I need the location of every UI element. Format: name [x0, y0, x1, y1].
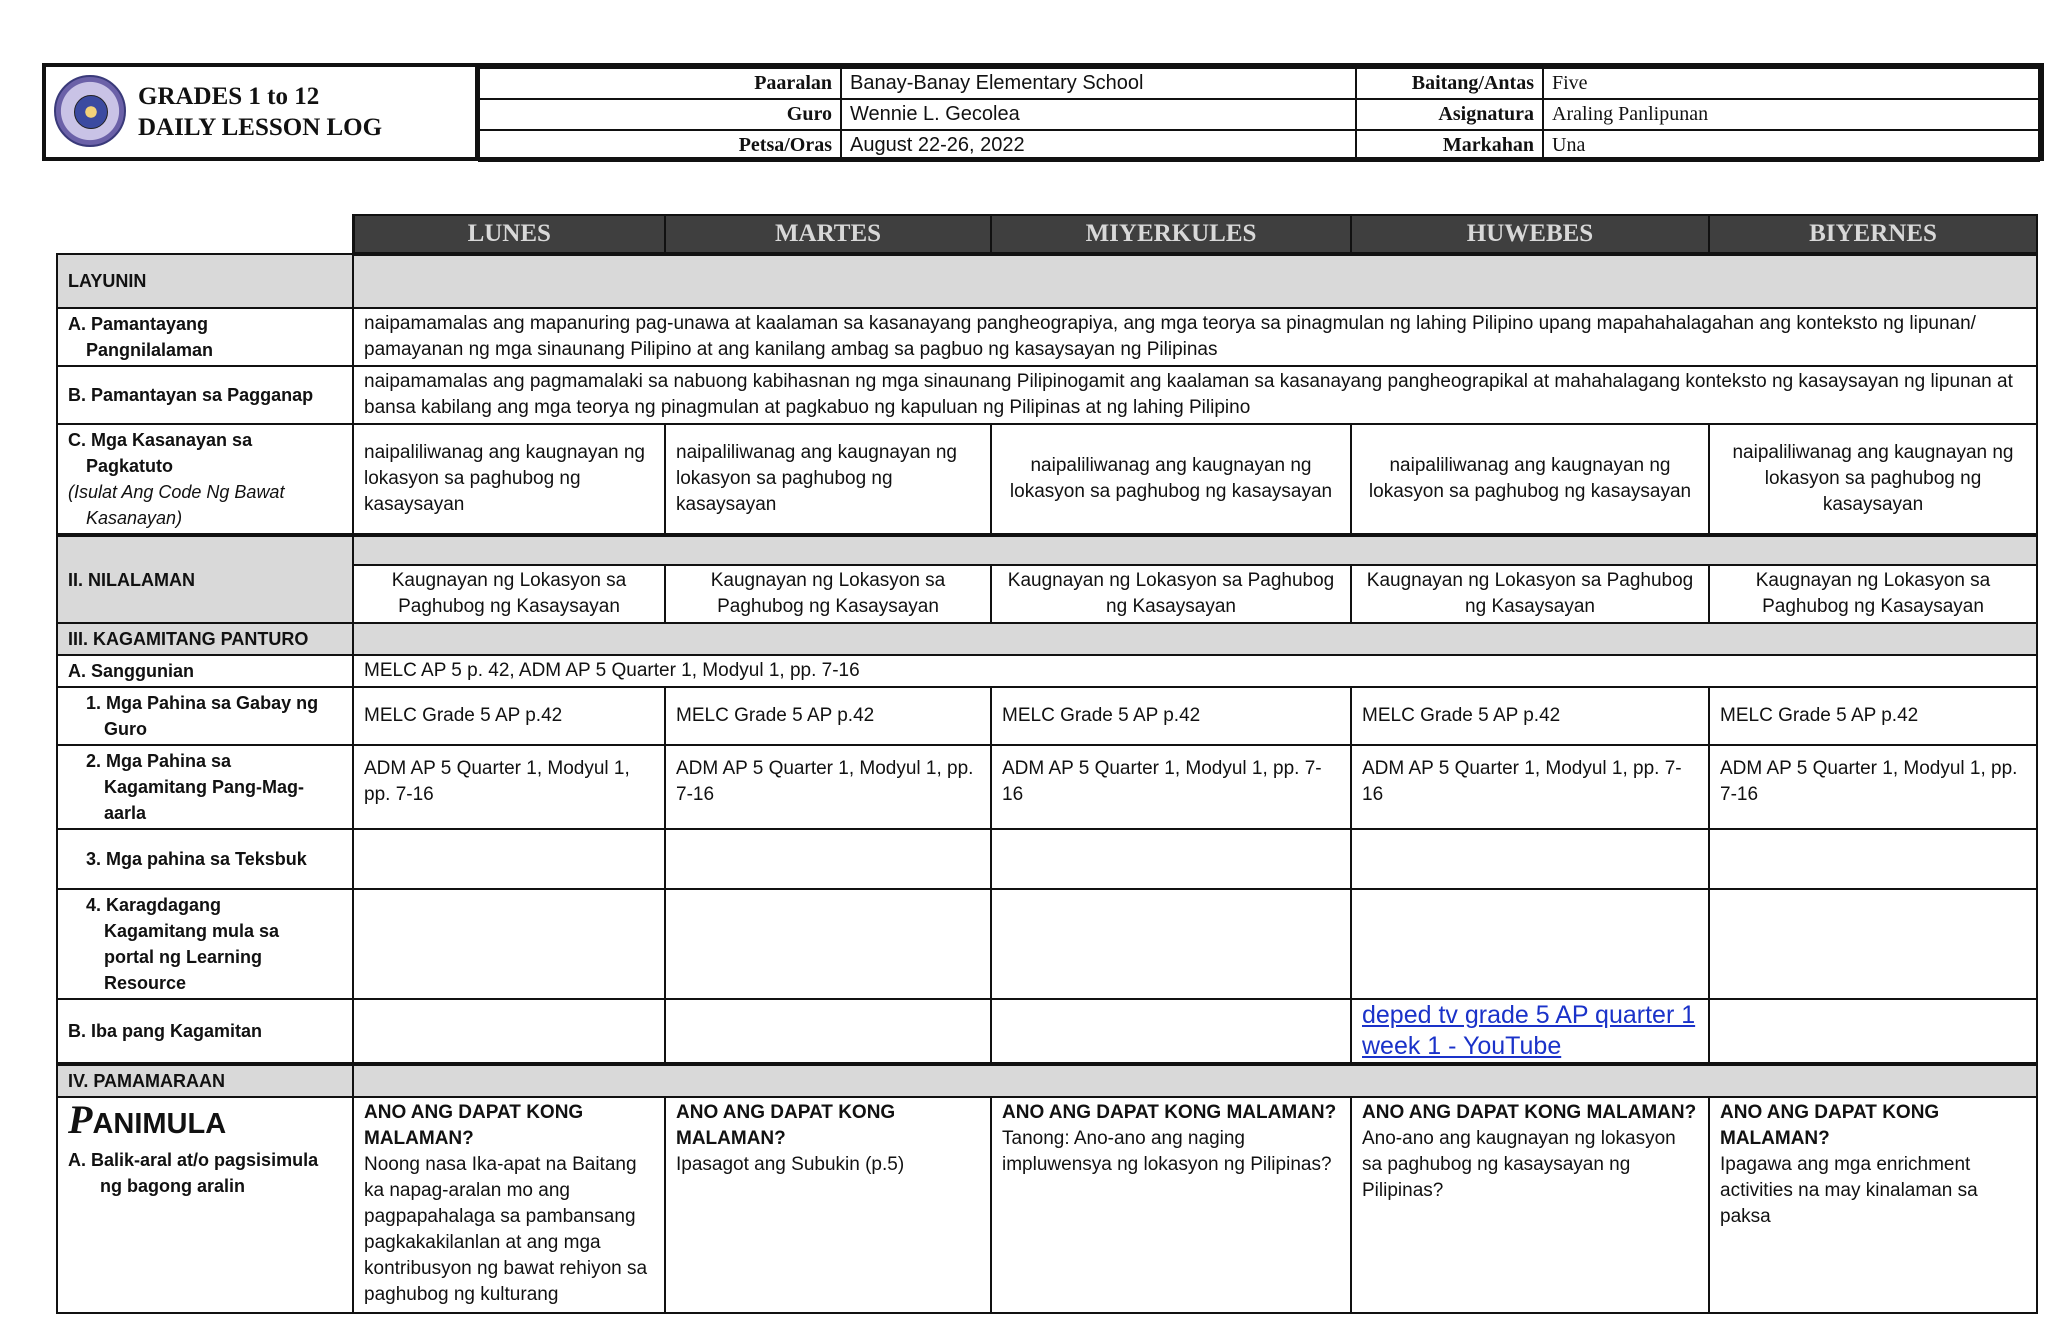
- teksbuk-cell-biyernes: [1709, 829, 2037, 889]
- karagdagang-cell-martes: [665, 889, 991, 999]
- guro-label: Guro: [479, 99, 841, 130]
- nilalaman-cell-lunes: Kaugnayan ng Lokasyon sa Paghubog ng Kasaysayan: [353, 565, 665, 623]
- asignatura-label: Asignatura: [1356, 99, 1543, 130]
- petsa-value: August 22-26, 2022: [841, 130, 1356, 161]
- petsa-label: Petsa/Oras: [479, 130, 841, 161]
- panimula-cell-biyernes: [1709, 1097, 2037, 1313]
- question-heading: ANO ANG DAPAT KONG MALAMAN?: [1002, 1102, 1337, 1123]
- gabay-guro-label: [57, 687, 353, 745]
- teksbuk-label: [57, 829, 353, 889]
- label-line: portal ng Learning: [104, 947, 263, 967]
- panimula-cell-miyerkules: [991, 1097, 1351, 1313]
- label-line: Kagamitang Pang-Mag-: [104, 777, 305, 797]
- nilalaman-band: [353, 535, 2037, 565]
- panimula-cell-lunes: [353, 1097, 665, 1313]
- panimula-cap: P: [68, 1097, 93, 1142]
- asignatura-value: Araling Panlipunan: [1543, 99, 2039, 130]
- pamantayan-pagganap-row: [57, 366, 2037, 424]
- nilalaman-cell-martes: Kaugnayan ng Lokasyon sa Paghubog ng Kasaysayan: [665, 565, 991, 623]
- pamantayan-pagganap-label: B. Pamantayan sa Pagganap: [57, 366, 353, 424]
- iba-cell-martes: [665, 999, 991, 1064]
- mag-cell-biyernes: ADM AP 5 Quarter 1, Modyul 1, pp. 7-16: [1709, 745, 2037, 829]
- gabay-cell-martes: MELC Grade 5 AP p.42: [665, 687, 991, 745]
- iba-cell-biyernes: [1709, 999, 2037, 1064]
- kagamitan-band: [353, 623, 2037, 655]
- pamantayang-pangnilalaman-text: naipamamalas ang mapanuring pag-unawa at kaalaman sa kasanayang pangheograpiya, ang mga teorya sa pinagmulan ng lahing Pilipino upang mapahahalagahan ang konteksto ng lipunan/ pamayanan ng mga sinaunang Pilipino at ang kanilang ambag sa pagbuo ng kasaysayan ng Pilipinas: [353, 308, 2037, 366]
- panimula-text: Ipasagot ang Subukin (p.5): [676, 1154, 905, 1175]
- teksbuk-cell-lunes: [353, 829, 665, 889]
- day-lunes: LUNES: [353, 215, 665, 254]
- header-meta-table: [478, 67, 2040, 162]
- iba-pang-kagamitan-row: [57, 999, 2037, 1064]
- pamantayang-pangnilalaman-label: [57, 308, 353, 366]
- mag-cell-lunes: ADM AP 5 Quarter 1, Modyul 1, pp. 7-16: [353, 745, 665, 829]
- pamamaraan-label: IV. PAMAMARAAN: [57, 1064, 353, 1097]
- label-line: Kagamitang mula sa: [104, 921, 280, 941]
- layunin-label: LAYUNIN: [57, 254, 353, 308]
- sanggunian-text: MELC AP 5 p. 42, ADM AP 5 Quarter 1, Modyul 1, pp. 7-16: [353, 655, 2037, 687]
- panimula-heading: [68, 1097, 342, 1147]
- label-line: C. Mga Kasanayan sa: [68, 430, 253, 450]
- markahan-label: Markahan: [1356, 130, 1543, 161]
- teksbuk-cell-huwebes: [1351, 829, 1709, 889]
- karagdagang-cell-miyerkules: [991, 889, 1351, 999]
- mag-cell-huwebes: ADM AP 5 Quarter 1, Modyul 1, pp. 7-16: [1351, 745, 1709, 829]
- karagdagang-cell-biyernes: [1709, 889, 2037, 999]
- sanggunian-label: A. Sanggunian: [57, 655, 353, 687]
- panimula-label: [57, 1097, 353, 1313]
- panimula-text: Tanong: Ano-ano ang naging impluwensya ng lokasyon ng Pilipinas?: [1002, 1128, 1332, 1175]
- kasanayan-label: [57, 424, 353, 535]
- kasanayan-cell-biyernes: naipaliliwanag ang kaugnayan ng lokasyon sa paghubog ng kasaysayan: [1709, 424, 2037, 535]
- karagdagang-cell-lunes: [353, 889, 665, 999]
- title-line-2: DAILY LESSON LOG: [138, 114, 383, 141]
- label-line: (Isulat Ang Code Ng Bawat: [68, 482, 285, 502]
- label-line: aarla: [104, 803, 147, 823]
- karagdagang-cell-huwebes: [1351, 889, 1709, 999]
- day-miyerkules: MIYERKULES: [991, 215, 1351, 254]
- logo-title-box: [46, 67, 478, 157]
- corner-cell: [57, 215, 353, 254]
- karagdagang-row: [57, 889, 2037, 999]
- nilalaman-cell-miyerkules: Kaugnayan ng Lokasyon sa Paghubog ng Kasaysayan: [991, 565, 1351, 623]
- gabay-cell-miyerkules: MELC Grade 5 AP p.42: [991, 687, 1351, 745]
- lesson-log-table: [56, 214, 2038, 1314]
- label-line: ng bagong aralin: [100, 1176, 246, 1196]
- label-line: Resource: [104, 973, 187, 993]
- teksbuk-cell-martes: [665, 829, 991, 889]
- gabay-cell-biyernes: MELC Grade 5 AP p.42: [1709, 687, 2037, 745]
- kasanayan-cell-lunes: naipaliliwanag ang kaugnayan ng lokasyon sa paghubog ng kasaysayan: [353, 424, 665, 535]
- question-heading: ANO ANG DAPAT KONG MALAMAN?: [1362, 1102, 1697, 1123]
- label-line: 2. Mga Pahina sa: [86, 751, 232, 771]
- youtube-link[interactable]: [1362, 1001, 1695, 1060]
- layunin-row: [57, 254, 2037, 308]
- label-line: A. Pamantayang: [68, 314, 209, 334]
- iba-cell-miyerkules: [991, 999, 1351, 1064]
- kagamitang-mag-aaral-row: [57, 745, 2037, 829]
- kasanayan-cell-martes: naipaliliwanag ang kaugnayan ng lokasyon sa paghubog ng kasaysayan: [665, 424, 991, 535]
- question-heading: ANO ANG DAPAT KONG MALAMAN?: [364, 1102, 584, 1149]
- mag-cell-miyerkules: ADM AP 5 Quarter 1, Modyul 1, pp. 7-16: [991, 745, 1351, 829]
- kagamitan-label: III. KAGAMITANG PANTURO: [57, 623, 353, 655]
- label-line: Guro: [104, 719, 147, 739]
- nilalaman-label: II. NILALAMAN: [57, 535, 353, 623]
- youtube-link-line-2: week 1 - YouTube: [1362, 1032, 1562, 1060]
- nilalaman-row: [57, 565, 2037, 623]
- kagamitan-row: [57, 623, 2037, 655]
- header-box: [42, 63, 2044, 161]
- kasanayan-cell-huwebes: naipaliliwanag ang kaugnayan ng lokasyon sa paghubog ng kasaysayan: [1351, 424, 1709, 535]
- kasanayan-row: [57, 424, 2037, 535]
- sanggunian-row: [57, 655, 2037, 687]
- panimula-cell-martes: [665, 1097, 991, 1313]
- pamantayan-pagganap-text: naipamamalas ang pagmamalaki sa nabuong kabihasnan ng mga sinaunang Pilipinogamit ang kaalaman sa kasanayang pangheograpikal at mahahalagang konteksto ng kasaysayan ng lipunan at bansa kabilang ang mga teorya ng pinagmulan at pagkabuo ng kapuluan ng Pilipinas at ng lahing Pilipino: [353, 366, 2037, 424]
- mag-cell-martes: ADM AP 5 Quarter 1, Modyul 1, pp. 7-16: [665, 745, 991, 829]
- label-line: 3. Mga pahina sa Teksbuk: [86, 849, 307, 869]
- nilalaman-cell-biyernes: Kaugnayan ng Lokasyon sa Paghubog ng Kasaysayan: [1709, 565, 2037, 623]
- deped-seal-icon: [54, 75, 126, 147]
- panimula-rest: ANIMULA: [92, 1108, 227, 1140]
- paaralan-label: Paaralan: [479, 68, 841, 99]
- label-line: A. Balik-aral at/o pagsisimula: [68, 1150, 319, 1170]
- teksbuk-row: [57, 829, 2037, 889]
- day-huwebes: HUWEBES: [1351, 215, 1709, 254]
- nilalaman-gray-row: [57, 535, 2037, 565]
- day-header-row: [57, 215, 2037, 254]
- gabay-guro-row: [57, 687, 2037, 745]
- teksbuk-cell-miyerkules: [991, 829, 1351, 889]
- karagdagang-label: [57, 889, 353, 999]
- panimula-row: [57, 1097, 2037, 1313]
- paaralan-value: Banay-Banay Elementary School: [841, 68, 1356, 99]
- iba-cell-huwebes: [1351, 999, 1709, 1064]
- gabay-cell-lunes: MELC Grade 5 AP p.42: [353, 687, 665, 745]
- layunin-band: [353, 254, 2037, 308]
- question-heading: ANO ANG DAPAT KONG MALAMAN?: [676, 1102, 896, 1149]
- baitang-label: Baitang/Antas: [1356, 68, 1543, 99]
- guro-value: Wennie L. Gecolea: [841, 99, 1356, 130]
- panimula-text: Ano-ano ang kaugnayan ng lokasyon sa paghubog ng kasaysayan ng Pilipinas?: [1362, 1128, 1676, 1201]
- label-line: Kasanayan): [86, 508, 183, 528]
- iba-cell-lunes: [353, 999, 665, 1064]
- gabay-cell-huwebes: MELC Grade 5 AP p.42: [1351, 687, 1709, 745]
- kasanayan-cell-miyerkules: naipaliliwanag ang kaugnayan ng lokasyon sa paghubog ng kasaysayan: [991, 424, 1351, 535]
- markahan-value: Una: [1543, 130, 2039, 161]
- panimula-cell-huwebes: [1351, 1097, 1709, 1313]
- pamamaraan-row: [57, 1064, 2037, 1097]
- iba-pang-kagamitan-label: B. Iba pang Kagamitan: [57, 999, 353, 1064]
- question-heading: ANO ANG DAPAT KONG MALAMAN?: [1720, 1102, 1940, 1149]
- title-line-1: GRADES 1 to 12: [138, 83, 320, 110]
- youtube-link-line-1: deped tv grade 5 AP quarter 1: [1362, 1001, 1696, 1029]
- label-line: Pangnilalaman: [86, 340, 214, 360]
- panimula-text: Ipagawa ang mga enrichment activities na may kinalaman sa paksa: [1720, 1154, 1978, 1227]
- nilalaman-cell-huwebes: Kaugnayan ng Lokasyon sa Paghubog ng Kasaysayan: [1351, 565, 1709, 623]
- baitang-value: Five: [1543, 68, 2039, 99]
- pamantayang-pangnilalaman-row: [57, 308, 2037, 366]
- day-martes: MARTES: [665, 215, 991, 254]
- label-line: 1. Mga Pahina sa Gabay ng: [86, 693, 319, 713]
- kagamitang-mag-aaral-label: [57, 745, 353, 829]
- day-biyernes: BIYERNES: [1709, 215, 2037, 254]
- panimula-text: Noong nasa Ika-apat na Baitang ka napag-aralan mo ang pagpapahalaga sa pambansang pagkakakilanlan at ang mga kontribusyon ng bawat rehiyon sa paghubog ng kulturang: [364, 1154, 648, 1305]
- pamamaraan-band: [353, 1064, 2037, 1097]
- label-line: Pagkatuto: [86, 456, 174, 476]
- label-line: 4. Karagdagang: [86, 895, 222, 915]
